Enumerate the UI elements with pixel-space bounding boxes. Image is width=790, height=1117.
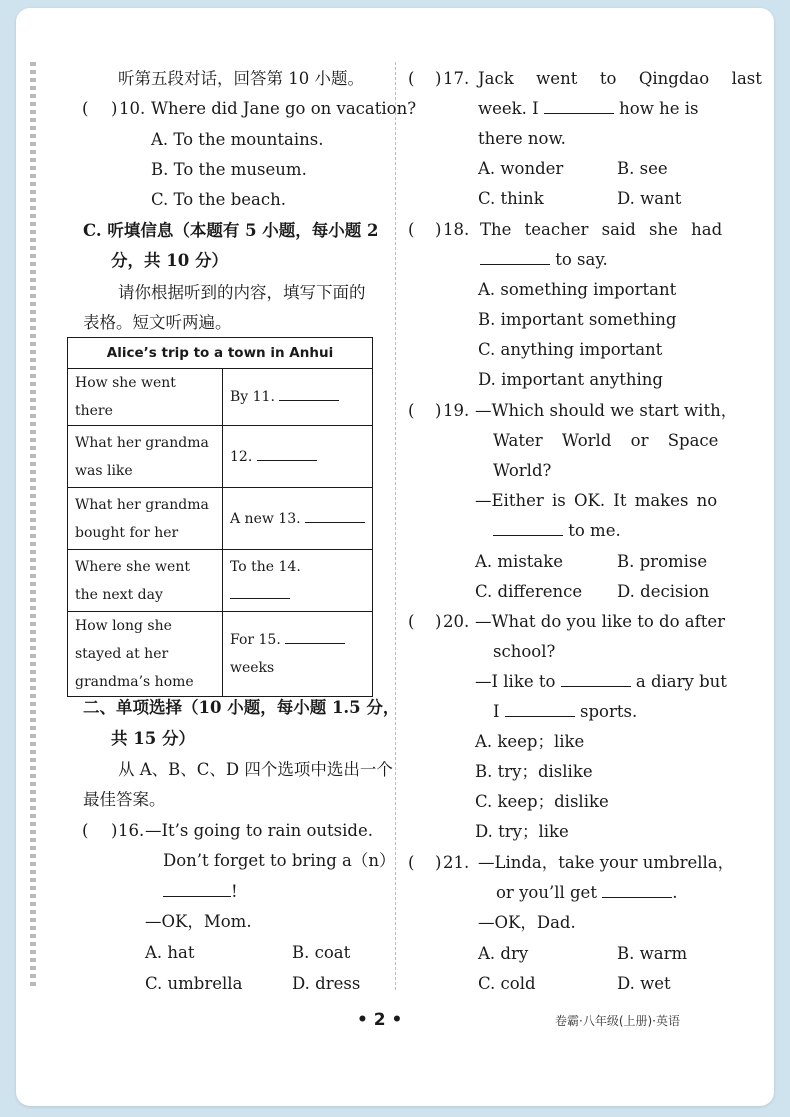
question-16-option-c: C. umbrella [145,974,243,993]
question-17-option-c: C. think [478,189,544,208]
blank-19[interactable] [493,521,563,536]
blank-21[interactable] [602,883,672,898]
answer-label: For 15. [230,632,281,648]
question-number-10: 10. [119,99,146,118]
q20-text-b: a diary but [635,672,727,691]
section-2-title: 二、单项选择（10 小题，每小题 1.5 分， [83,698,400,717]
question-19-line-2: Water World or Space [493,431,719,450]
table-row-answer [223,550,373,612]
question-16-line-1: —It’s going to rain outside. [145,821,374,840]
table-row-answer [223,612,373,697]
q20-text-a: —I like to [475,672,556,691]
question-18-option-c: C. anything important [478,340,663,359]
question-17-line-3: there now. [478,129,566,148]
blank-13[interactable] [305,508,365,523]
q17-text-a: week. I [478,99,539,118]
question-21-option-c: C. cold [478,974,536,993]
answer-paren-close: ) [435,69,442,88]
answer-paren-close: ) [435,220,442,239]
question-17-line-2 [478,99,698,119]
blank-15[interactable] [285,629,345,644]
question-19-line-5 [493,521,621,541]
section-2-instruction-cont: 最佳答案。 [83,790,166,809]
q21-text-a: or you’ll get [496,883,597,902]
blank-16[interactable] [163,882,231,897]
answer-paren-open: ( [82,99,89,118]
question-16-line-2: Don’t forget to bring a（n） [163,851,396,870]
section-2-title-cont: 共 15 分） [111,729,195,748]
answer-paren-open: ( [408,401,415,420]
question-number-17: 17. [443,69,470,88]
answer-paren-open: ( [408,612,415,631]
table-row-question: What her grandma was like [68,426,223,488]
question-20-line-2: school? [493,642,556,661]
question-20-line-4 [493,702,637,722]
section-c-instruction: 请你根据听到的内容，填写下面的 [118,283,366,302]
q17-text-b: how he is [619,99,699,118]
question-21-option-a: A. dry [478,944,529,963]
question-10-option-c: C. To the beach. [151,190,286,209]
question-10-option-b: B. To the museum. [151,160,307,179]
question-21-line-3: —OK，Dad. [478,913,576,932]
question-number-16: 16. [118,821,145,840]
blank-14[interactable] [230,584,290,599]
table-row-question: How long she stayed at her grandma’s home [68,612,223,697]
question-number-21: 21. [443,853,470,872]
section-intro-5: 听第五段对话，回答第 10 小题。 [118,69,364,88]
question-18-option-a: A. something important [478,280,677,299]
table-row-question: Where she went the next day [68,550,223,612]
question-19-option-a: A. mistake [475,552,564,571]
section-c-title-cont: 分，共 10 分） [111,251,228,270]
question-number-18: 18. [443,220,470,239]
question-17-option-a: A. wonder [478,159,564,178]
section-c-title: C. 听填信息（本题有 5 小题，每小题 2 [83,221,379,240]
question-20-option-d: D. try；like [475,822,569,841]
q20-text-c: I [493,702,500,721]
blank-12[interactable] [257,446,317,461]
question-20-option-c: C. keep；dislike [475,792,609,811]
table-row-answer [223,369,373,426]
question-16-option-d: D. dress [292,974,361,993]
question-21-option-b: B. warm [617,944,688,963]
question-20-line-1: —What do you like to do after [475,612,726,631]
answer-label: A new 13. [230,510,301,527]
info-table [67,337,373,697]
section-2-instruction: 从 A、B、C、D 四个选项中选出一个 [118,760,393,779]
question-16-line-3 [163,882,238,902]
answer-label: 12. [230,448,253,465]
question-17-option-d: D. want [617,189,682,208]
question-18-line-2 [480,250,608,270]
question-16-option-b: B. coat [292,943,351,962]
answer-paren-open: ( [408,853,415,872]
answer-label: By 11. [230,389,275,405]
answer-unit: weeks [230,660,275,676]
blank-20a[interactable] [561,672,631,687]
answer-label: To the 14. [230,558,301,575]
q18-text: to say. [555,250,608,269]
answer-paren-close: ) [435,401,442,420]
question-16-line-4: —OK，Mom. [145,912,252,931]
question-number-19: 19. [443,401,470,420]
table-row-question: What her grandma bought for her [68,488,223,550]
question-19-line-1: —Which should we start with， [475,401,738,420]
question-10-option-a: A. To the mountains. [151,130,324,149]
question-21-line-1: —Linda，take your umbrella， [478,853,735,872]
question-17-option-b: B. see [617,159,668,178]
question-20-line-3 [475,672,727,692]
question-19-line-4: —Either is OK. It makes no [475,491,718,510]
question-19-option-d: D. decision [617,582,710,601]
answer-paren-open: ( [408,69,415,88]
answer-paren-close: ) [111,821,118,840]
q19-text: to me. [568,521,621,540]
question-19-option-c: C. difference [475,582,583,601]
question-17-line-1 [478,69,762,89]
table-row-answer [223,426,373,488]
book-footer: 卷霸·八年级(上册)·英语 [555,1014,680,1028]
table-row-answer [223,488,373,550]
q17-text: Jack went to Qingdao last [478,69,762,88]
binding-margin [30,62,36,990]
page-number: • 2 • [357,1010,403,1030]
answer-paren-open: ( [82,821,89,840]
answer-paren-close: ) [435,612,442,631]
table-row-question: How she went there [68,369,223,426]
info-table-title: Alice’s trip to a town in Anhui [68,338,373,369]
question-20-option-b: B. try；dislike [475,762,593,781]
q20-text-d: sports. [580,702,638,721]
blank-18[interactable] [480,250,550,265]
question-16-option-a: A. hat [145,943,195,962]
question-10-stem: Where did Jane go on vacation? [151,99,417,118]
q21-text-b: . [672,883,678,902]
question-number-20: 20. [443,612,470,631]
exclamation: ! [231,882,238,901]
question-18-line-1: The teacher said she had [480,220,723,239]
blank-20b[interactable] [505,702,575,717]
answer-paren-close: ) [435,853,442,872]
section-c-instruction-cont: 表格。短文听两遍。 [83,313,232,332]
answer-paren-open: ( [408,220,415,239]
question-18-option-d: D. important anything [478,370,663,389]
question-21-line-2 [496,883,677,903]
blank-11[interactable] [279,386,339,401]
answer-paren-close: ) [111,99,118,118]
question-21-option-d: D. wet [617,974,671,993]
question-19-line-3: World? [493,461,552,480]
question-19-option-b: B. promise [617,552,708,571]
blank-17[interactable] [544,99,614,114]
question-20-option-a: A. keep；like [475,732,585,751]
question-18-option-b: B. important something [478,310,677,329]
